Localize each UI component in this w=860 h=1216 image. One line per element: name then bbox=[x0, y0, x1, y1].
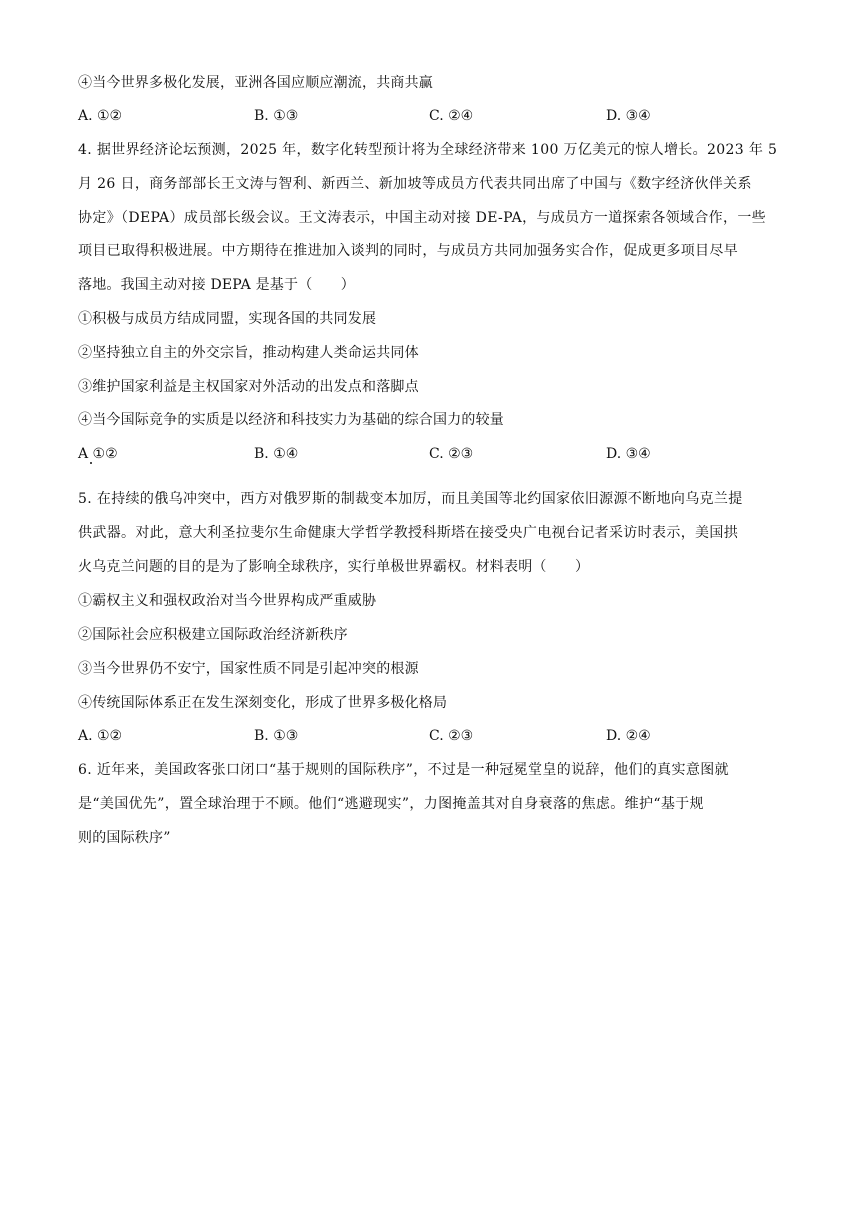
q3-option-b: B. ①③ bbox=[254, 108, 299, 124]
q5-stem-line: 供武器。对此，意大利圣拉斐尔生命健康大学哲学教授科斯塔在接受央广电视台记者采访时表示，美国拱 bbox=[78, 525, 739, 541]
q5-statement-3: ③当今世界仍不安宁，国家性质不同是引起冲突的根源 bbox=[78, 661, 419, 677]
q3-option-c: C. ②④ bbox=[429, 108, 474, 124]
q5-statement-4: ④传统国际体系正在发生深刻变化，形成了世界多极化格局 bbox=[78, 695, 448, 711]
q4-option-a: A ①② bbox=[78, 446, 118, 462]
q3-option-d: D. ③④ bbox=[606, 108, 651, 124]
q5-option-d: D. ②④ bbox=[606, 728, 651, 744]
q3-options bbox=[78, 106, 778, 126]
q4-statement-4: ④当今国际竞争的实质是以经济和科技实力为基础的综合国力的较量 bbox=[78, 412, 504, 428]
q5-options bbox=[78, 726, 778, 746]
q6-stem-line: 6. 近年来，美国政客张口闭口“基于规则的国际秩序”，不过是一种冠冕堂皇的说辞，他们的真实意图就 bbox=[78, 762, 729, 778]
q4-statement-1: ①积极与成员方结成同盟，实现各国的共同发展 bbox=[78, 311, 377, 327]
q4-option-d: D. ③④ bbox=[606, 446, 651, 462]
q4-stem-line: 协定》（DEPA）成员部长级会议。王文涛表示，中国主动对接 DE-PA，与成员方一道探索各领域合作，一些 bbox=[78, 210, 767, 226]
q5-statement-1: ①霸权主义和强权政治对当今世界构成严重威胁 bbox=[78, 593, 377, 609]
q4-stem-line: 落地。我国主动对接 DEPA 是基于（ ） bbox=[78, 277, 355, 293]
q4-stem-line: 项目已取得积极进展。中方期待在推进加入谈判的同时，与成员方共同加强务实合作，促成更多项目尽早 bbox=[78, 243, 739, 259]
q5-stem-line: 5. 在持续的俄乌冲突中，西方对俄罗斯的制裁变本加厉，而且美国等北约国家依旧源源不断地向乌克兰提 bbox=[78, 491, 743, 507]
q4-statement-2: ②坚持独立自主的外交宗旨，推动构建人类命运共同体 bbox=[78, 345, 419, 361]
q6-stem-line: 则的国际秩序” bbox=[78, 830, 171, 846]
q4-option-b: B. ①④ bbox=[254, 446, 299, 462]
q5-stem-line: 火乌克兰问题的目的是为了影响全球秩序，实行单极世界霸权。材料表明（ ） bbox=[78, 559, 590, 575]
q5-option-b: B. ①③ bbox=[254, 728, 299, 744]
q5-option-a: A. ①② bbox=[78, 728, 123, 744]
q6-stem-line: 是“美国优先”，置全球治理于不顾。他们“逃避现实”，力图掩盖其对自身衰落的焦虑。维护“基于规 bbox=[78, 796, 704, 812]
q4-options bbox=[78, 444, 778, 464]
q5-statement-2: ②国际社会应积极建立国际政治经济新秩序 bbox=[78, 627, 348, 643]
q5-option-c: C. ②③ bbox=[429, 728, 474, 744]
q3-option-a: A. ①② bbox=[78, 108, 123, 124]
q4-stem-line: 月 26 日，商务部部长王文涛与智利、新西兰、新加坡等成员方代表共同出席了中国与《数字经济伙伴关系 bbox=[78, 176, 752, 192]
q4-stem-line: 4. 据世界经济论坛预测，2025 年，数字化转型预计将为全球经济带来 100 万亿美元的惊人增长。2023 年 5 bbox=[78, 142, 778, 158]
stray-dot-mark bbox=[90, 462, 92, 464]
q3-statement-4: ④当今世界多极化发展，亚洲各国应顺应潮流，共商共赢 bbox=[78, 75, 433, 91]
q4-statement-3: ③维护国家利益是主权国家对外活动的出发点和落脚点 bbox=[78, 379, 419, 395]
q4-option-c: C. ②③ bbox=[429, 446, 474, 462]
